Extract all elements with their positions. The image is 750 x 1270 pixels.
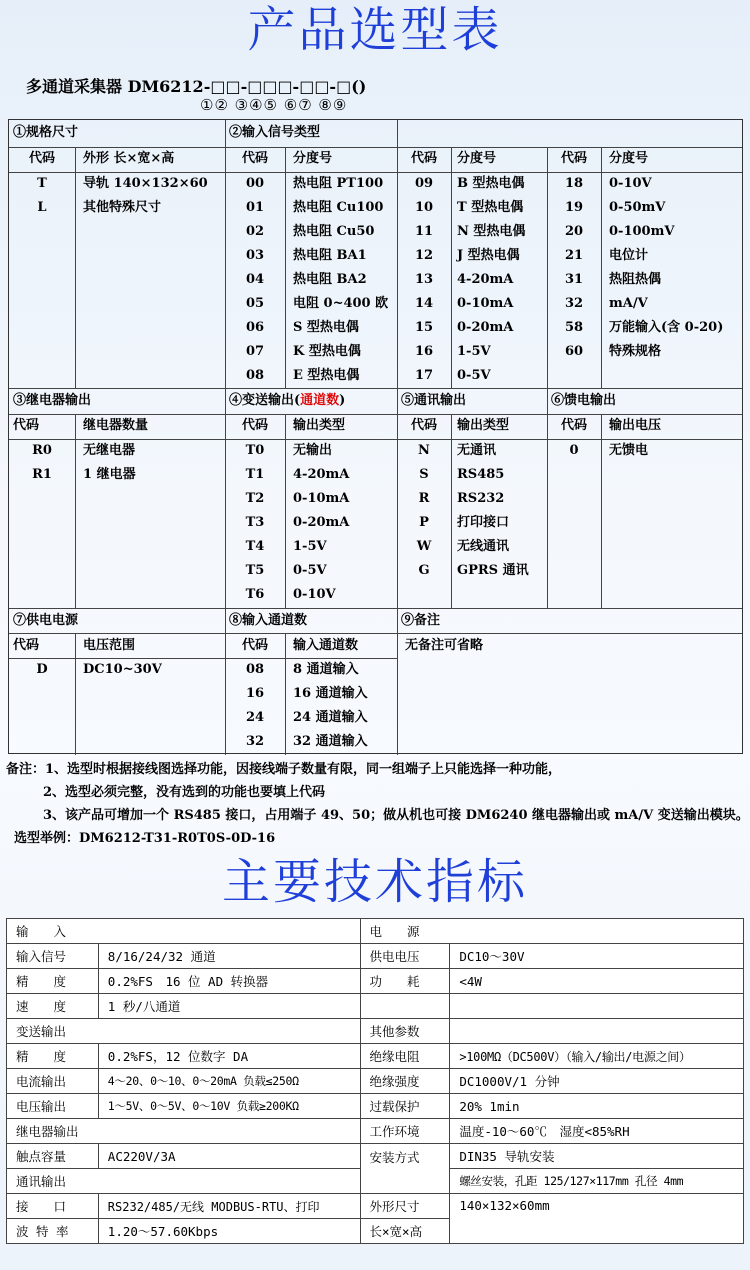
s7-title: ⑦供电电源: [13, 613, 79, 628]
list-item: 20: [564, 224, 584, 239]
spec-cell: 20% 1min: [450, 1094, 744, 1119]
list-item: 11: [414, 224, 434, 239]
position-numbers: ①② ③④⑤ ⑥⑦ ⑧⑨: [200, 96, 348, 114]
spec-table: [6, 918, 744, 1244]
s2-header-code-3: 代码: [560, 151, 587, 166]
list-item: 0-100mV: [609, 224, 675, 239]
list-item: R0: [32, 443, 52, 458]
spec-cell: 速 度: [7, 994, 99, 1019]
spec-cell: 精 度: [7, 969, 99, 994]
list-item: 06: [245, 320, 265, 335]
spec-cell: 1.20～57.60Kbps: [98, 1219, 360, 1244]
list-item: 热电阻 Cu100: [293, 200, 384, 215]
list-item: 18: [564, 176, 584, 191]
list-item: D: [36, 662, 48, 677]
list-item: 1-5V: [293, 539, 327, 554]
s4-header-code: 代码: [241, 418, 268, 433]
s3-title: ③继电器输出: [13, 393, 92, 408]
s7-desc: [83, 658, 162, 682]
spec-cell: 其他参数: [360, 1019, 450, 1044]
spec-cell: RS232/485/无线 MODBUS-RTU、打印: [98, 1194, 360, 1219]
list-item: 特殊规格: [609, 344, 662, 359]
list-item: 08: [245, 368, 265, 383]
list-item: 07: [245, 344, 265, 359]
spec-cell: 变送输出: [7, 1019, 361, 1044]
list-item: 1 继电器: [83, 467, 136, 482]
spec-cell: 外形尺寸: [360, 1194, 450, 1219]
s1-codes: [9, 172, 75, 220]
spec-cell: 8/16/24/32 通道: [98, 944, 360, 969]
s3-header-code: 代码: [13, 418, 40, 433]
spec-cell: 过载保护: [360, 1094, 450, 1119]
spec-cell: 波 特 率: [7, 1219, 99, 1244]
list-item: 08: [245, 662, 265, 677]
list-item: E 型热电偶: [293, 368, 360, 383]
list-item: R1: [32, 467, 52, 482]
list-item: J 型热电偶: [457, 248, 520, 263]
list-item: GPRS 通讯: [457, 563, 529, 578]
model-code-line: 多通道采集器 DM6212-□□-□□□-□□-□(): [26, 77, 367, 96]
spec-cell: 输 入: [7, 919, 361, 944]
list-item: T6: [245, 587, 265, 602]
s5-header-desc: 输出类型: [457, 418, 510, 433]
spec-cell: 140×132×60mm: [450, 1194, 744, 1244]
list-item: G: [418, 563, 430, 578]
s2-names-1: [293, 172, 388, 388]
spec-cell: 电 源: [360, 919, 743, 944]
s2-header-code-2: 代码: [410, 151, 437, 166]
s5-codes: [397, 439, 451, 583]
s4-header-desc: 输出类型: [293, 418, 346, 433]
list-item: S: [419, 467, 429, 482]
list-item: 热电阻 BA1: [293, 248, 367, 263]
s4-title-text: ④变送输出(: [229, 393, 301, 408]
s4-title-close: ): [339, 393, 346, 408]
list-item: N 型热电偶: [457, 224, 526, 239]
list-item: T 型热电偶: [457, 200, 524, 215]
list-item: 24: [245, 710, 265, 725]
s1-header-code: 代码: [28, 151, 55, 166]
spec-cell: DC10～30V: [450, 944, 744, 969]
list-item: 电阻 0~400 欧: [293, 296, 389, 311]
selection-table-title: 产品选型表: [247, 2, 503, 58]
list-item: B 型热电偶: [457, 176, 525, 191]
s4-title: [229, 391, 345, 411]
s6-header-code: 代码: [560, 418, 587, 433]
spec-cell: 1～5V、0～5V、0～10V 负载≥200KΩ: [98, 1094, 360, 1119]
list-item: 导轨 140×132×60: [83, 176, 208, 191]
list-item: 热电阻 PT100: [293, 176, 384, 191]
note-1: 备注：1、选型时根据接线图选择功能，因接线端子数量有限，同一组端子上只能选择一种功能，: [6, 762, 562, 777]
list-item: 1-5V: [457, 344, 491, 359]
list-item: 0-10V: [609, 176, 652, 191]
list-item: 热电阻 Cu50: [293, 224, 375, 239]
list-item: 16: [245, 686, 265, 701]
spec-cell: 绝缘强度: [360, 1069, 450, 1094]
spec-cell: 通讯输出: [7, 1169, 361, 1194]
list-item: 0-50mV: [609, 200, 666, 215]
list-item: 0-10mA: [293, 491, 350, 506]
s7-header-desc: 电压范围: [83, 638, 136, 653]
s3-codes: [9, 439, 75, 487]
list-item: 14: [414, 296, 434, 311]
spec-cell: DIN35 导轨安装: [450, 1144, 744, 1169]
spec-cell: DC1000V/1 分钟: [450, 1069, 744, 1094]
s8-header-desc: 输入通道数: [293, 638, 359, 653]
s2-header-idx-2: 分度号: [457, 151, 497, 166]
s7-header-code: 代码: [13, 638, 40, 653]
s8-header-code: 代码: [241, 638, 268, 653]
spec-cell: 接 口: [7, 1194, 99, 1219]
list-item: K 型热电偶: [293, 344, 361, 359]
list-item: 无通讯: [457, 443, 497, 458]
s4-title-highlight: 通道数: [300, 393, 340, 408]
spec-cell: 1 秒/八通道: [98, 994, 360, 1019]
s5-header-code: 代码: [410, 418, 437, 433]
spec-cell: <4W: [450, 969, 744, 994]
list-item: 打印接口: [457, 515, 510, 530]
list-item: S 型热电偶: [293, 320, 359, 335]
s2-codes-1: [225, 172, 285, 388]
list-item: 无继电器: [83, 443, 136, 458]
s2-header-idx-3: 分度号: [609, 151, 649, 166]
spec-cell: 继电器输出: [7, 1119, 361, 1144]
list-item: 15: [414, 320, 434, 335]
list-item: 02: [245, 224, 265, 239]
list-item: T0: [245, 443, 265, 458]
list-item: 0-20mA: [293, 515, 350, 530]
list-item: 0-10V: [293, 587, 336, 602]
s2-codes-3: [547, 172, 601, 364]
selection-example: 选型举例：DM6212-T31-R0T0S-0D-16: [14, 831, 276, 846]
list-item: 09: [414, 176, 434, 191]
list-item: 21: [564, 248, 584, 263]
list-item: 32 通道输入: [293, 734, 368, 749]
list-item: T3: [245, 515, 265, 530]
list-item: 00: [245, 176, 265, 191]
s4-codes: [225, 439, 285, 607]
s2-names-3: [609, 172, 723, 364]
list-item: 17: [414, 368, 434, 383]
list-item: RS232: [457, 491, 505, 506]
spec-cell: 精 度: [7, 1044, 99, 1069]
list-item: 0: [569, 443, 579, 458]
spec-cell: 4～20、0～10、0～20mA 负载≤250Ω: [98, 1069, 360, 1094]
list-item: 0-5V: [457, 368, 491, 383]
spec-cell: 安装方式: [360, 1144, 450, 1194]
list-item: T1: [245, 467, 265, 482]
list-item: 热阻热偶: [609, 272, 662, 287]
s1-title: ①规格尺寸: [13, 125, 79, 140]
list-item: 0-5V: [293, 563, 327, 578]
list-item: 60: [564, 344, 584, 359]
spec-cell: [360, 994, 450, 1019]
s6-header-desc: 输出电压: [609, 418, 662, 433]
spec-cell: 供电电压: [360, 944, 450, 969]
s5-desc: [457, 439, 529, 583]
list-item: 无输出: [293, 443, 333, 458]
spec-cell: 0.2%FS 16 位 AD 转换器: [98, 969, 360, 994]
s8-title: ⑧输入通道数: [229, 613, 308, 628]
list-item: T2: [245, 491, 265, 506]
s2-codes-2: [397, 172, 451, 388]
list-item: 4-20mA: [293, 467, 350, 482]
list-item: 万能输入(含 0-20): [609, 320, 724, 335]
s6-title: ⑥馈电输出: [551, 393, 617, 408]
spec-title: 主要技术指标: [221, 854, 528, 910]
spec-cell: 电压输出: [7, 1094, 99, 1119]
list-item: 0-20mA: [457, 320, 514, 335]
s8-desc: [293, 658, 368, 754]
spec-cell: 工作环境: [360, 1119, 450, 1144]
s2-names-2: [457, 172, 525, 388]
spec-cell: [450, 1019, 744, 1044]
s7-codes: [9, 658, 75, 682]
list-item: 其他特殊尺寸: [83, 200, 162, 215]
list-item: 16 通道输入: [293, 686, 368, 701]
selection-grid: [8, 119, 743, 754]
list-item: 31: [564, 272, 584, 287]
spec-cell: 电流输出: [7, 1069, 99, 1094]
s1-header-desc: 外形 长×宽×高: [83, 151, 175, 166]
list-item: R: [418, 491, 430, 506]
list-item: 8 通道输入: [293, 662, 359, 677]
s3-header-desc: 继电器数量: [83, 418, 149, 433]
list-item: 58: [564, 320, 584, 335]
s2-title: ②输入信号类型: [229, 125, 321, 140]
s1-desc: [83, 172, 208, 220]
spec-cell: 绝缘电阻: [360, 1044, 450, 1069]
list-item: RS485: [457, 467, 505, 482]
list-item: 13: [414, 272, 434, 287]
spec-cell: 功 耗: [360, 969, 450, 994]
list-item: 19: [564, 200, 584, 215]
list-item: 10: [414, 200, 434, 215]
list-item: 24 通道输入: [293, 710, 368, 725]
list-item: DC10~30V: [83, 662, 162, 677]
s8-codes: [225, 658, 285, 754]
list-item: 16: [414, 344, 434, 359]
list-item: 热电阻 BA2: [293, 272, 367, 287]
list-item: W: [416, 539, 432, 554]
list-item: 无馈电: [609, 443, 649, 458]
list-item: 电位计: [609, 248, 649, 263]
list-item: 03: [245, 248, 265, 263]
s6-codes: [547, 439, 601, 463]
list-item: 12: [414, 248, 434, 263]
list-item: 32: [564, 296, 584, 311]
s9-desc: 无备注可省略: [405, 638, 484, 653]
list-item: T4: [245, 539, 265, 554]
s4-desc: [293, 439, 349, 607]
s2-header-idx-1: 分度号: [293, 151, 333, 166]
spec-cell: 0.2%FS，12 位数字 DA: [98, 1044, 360, 1069]
spec-cell: [450, 994, 744, 1019]
s2-header-code-1: 代码: [241, 151, 268, 166]
list-item: 0-10mA: [457, 296, 514, 311]
list-item: T: [37, 176, 47, 191]
list-item: L: [37, 200, 47, 215]
note-2: 2、选型必须完整，没有选到的功能也要填上代码: [43, 785, 326, 800]
list-item: 05: [245, 296, 265, 311]
s6-desc: [609, 439, 648, 463]
notes: [6, 758, 749, 850]
list-item: mA/V: [609, 296, 648, 311]
list-item: 4-20mA: [457, 272, 514, 287]
spec-cell: 触点容量: [7, 1144, 99, 1169]
spec-cell: 温度-10～60℃ 湿度<85%RH: [450, 1119, 744, 1144]
s9-title: ⑨备注: [401, 613, 441, 628]
spec-cell: AC220V/3A: [98, 1144, 360, 1169]
list-item: T5: [245, 563, 265, 578]
spec-cell: 长×宽×高: [360, 1219, 450, 1244]
list-item: 无线通讯: [457, 539, 510, 554]
spec-cell: >100MΩ（DC500V）（输入/输出/电源之间）: [450, 1044, 744, 1069]
list-item: P: [419, 515, 429, 530]
list-item: 32: [245, 734, 265, 749]
list-item: 04: [245, 272, 265, 287]
s5-title: ⑤通讯输出: [401, 393, 467, 408]
note-3: 3、该产品可增加一个 RS485 接口，占用端子 49、50；做从机也可接 DM6240 继电器输出或 mA/V 变送输出模块。: [43, 808, 749, 823]
spec-cell: 输入信号: [7, 944, 99, 969]
s3-desc: [83, 439, 136, 487]
list-item: 01: [245, 200, 265, 215]
spec-cell: 螺丝安装，孔距 125/127×117mm 孔径 4mm: [450, 1169, 744, 1194]
list-item: N: [418, 443, 430, 458]
